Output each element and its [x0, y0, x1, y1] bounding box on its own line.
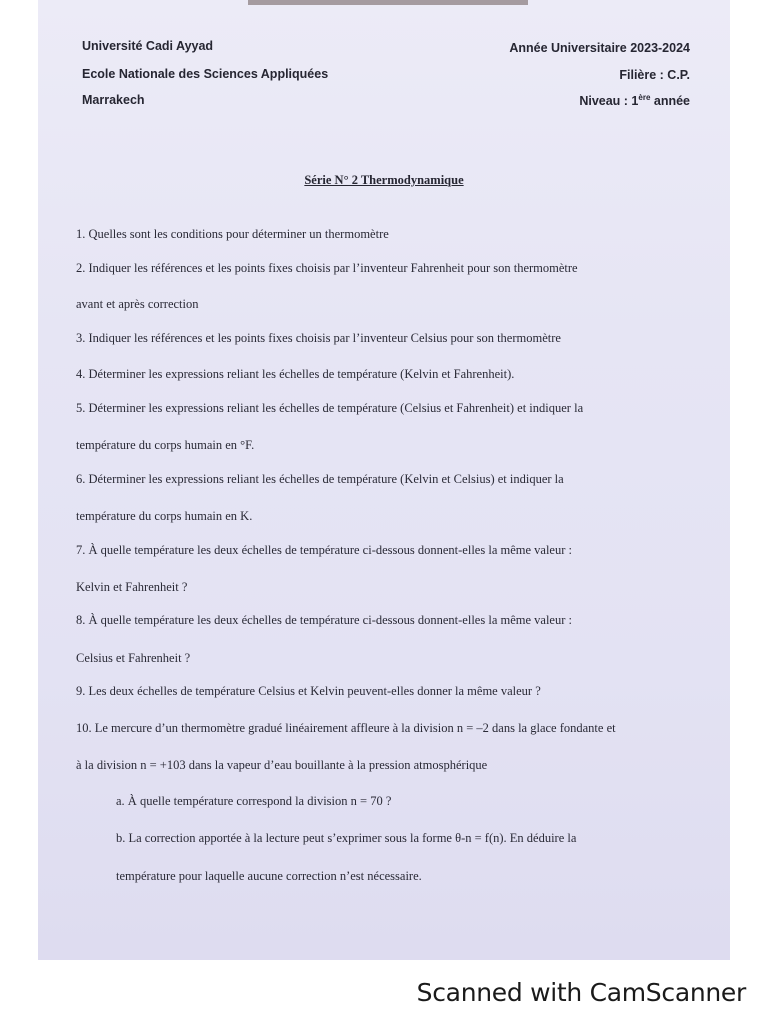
city-name: Marrakech — [82, 93, 145, 107]
question-10b-line-1: b. La correction apportée à la lecture peut s’exprimer sous la forme θ-n = f(n). En déduire la — [116, 831, 577, 845]
question-5-line-2: température du corps humain en °F. — [76, 438, 255, 452]
school-name: Ecole Nationale des Sciences Appliquées — [82, 67, 329, 81]
camscanner-watermark: Scanned with CamScanner — [416, 978, 746, 1007]
university-name: Université Cadi Ayyad — [82, 39, 214, 53]
question-8-line-1: 8. À quelle température les deux échelles de température ci-dessous donnent-elles la même valeur : — [76, 613, 572, 627]
question-2-line-2: avant et après correction — [76, 297, 199, 311]
niveau-suffix: année — [650, 94, 690, 109]
question-2-line-1: 2. Indiquer les références et les points fixes choisis par l’inventeur Fahrenheit pour son thermomètre — [76, 261, 578, 275]
question-5-line-1: 5. Déterminer les expressions reliant les échelles de température (Celsius et Fahrenheit) et indiquer la — [76, 401, 584, 415]
page-title — [38, 173, 730, 188]
question-9: 9. Les deux échelles de température Celsius et Kelvin peuvent-elles donner la même valeur ? — [76, 684, 541, 698]
question-7-line-2: Kelvin et Fahrenheit ? — [76, 580, 188, 594]
niveau-prefix: Niveau : 1 — [579, 94, 639, 109]
question-10b-line-2: température pour laquelle aucune correction n’est nécessaire. — [116, 869, 422, 883]
question-10-line-1: 10. Le mercure d’un thermomètre gradué linéairement affleure à la division n = –2 dans la glace fondante et — [76, 721, 616, 735]
page-title-text: Série N° 2 Thermodynamique — [304, 173, 464, 187]
background-strip — [248, 0, 528, 5]
question-8-line-2: Celsius et Fahrenheit ? — [76, 651, 191, 665]
question-1: 1. Quelles sont les conditions pour déterminer un thermomètre — [76, 227, 389, 241]
question-3: 3. Indiquer les références et les points fixes choisis par l’inventeur Celsius pour son thermomètre — [76, 331, 561, 345]
question-6-line-2: température du corps humain en K. — [76, 509, 253, 523]
academic-year: Année Universitaire 2023-2024 — [509, 41, 690, 55]
document-sheet — [38, 0, 730, 960]
question-10-line-2: à la division n = +103 dans la vapeur d’eau bouillante à la pression atmosphérique — [76, 758, 488, 772]
question-4: 4. Déterminer les expressions reliant les échelles de température (Kelvin et Fahrenheit). — [76, 367, 515, 381]
question-7-line-1: 7. À quelle température les deux échelles de température ci-dessous donnent-elles la même valeur : — [76, 543, 572, 557]
filiere: Filière : C.P. — [619, 68, 690, 82]
niveau-superscript: ère — [638, 93, 651, 102]
niveau — [579, 93, 690, 108]
question-6-line-1: 6. Déterminer les expressions reliant les échelles de température (Kelvin et Celsius) et indiquer la — [76, 472, 564, 486]
question-10a: a. À quelle température correspond la division n = 70 ? — [116, 794, 392, 808]
